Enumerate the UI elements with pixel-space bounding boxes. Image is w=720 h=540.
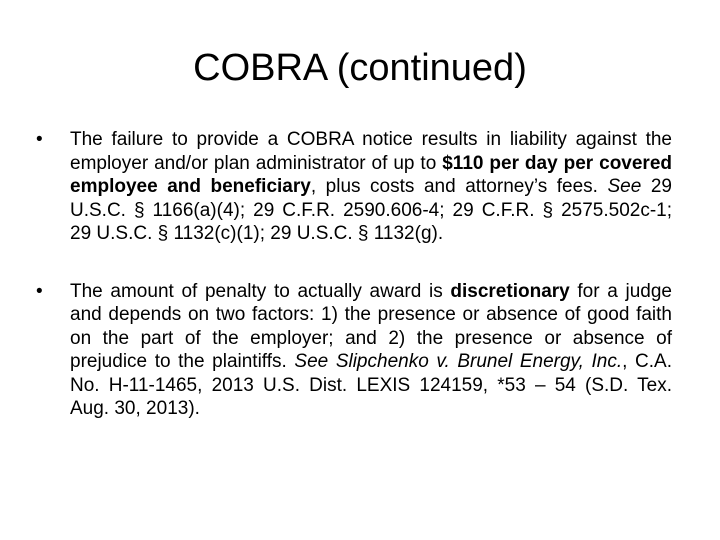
bullet-text-segment: The amount of penalty to actually award is <box>70 280 451 302</box>
bullet-text <box>70 128 672 246</box>
bullet-item-cobra-notice-liability <box>36 128 672 246</box>
bullet-marker: • <box>36 129 43 150</box>
bullet-text-segment: , plus costs and attorney’s fees. <box>310 176 608 197</box>
bullet-item-penalty-discretionary <box>36 280 672 421</box>
bullet-text-bold: discretionary <box>450 280 570 302</box>
bullet-text-bold: $110 per day per covered employee and beneficiary <box>70 152 672 197</box>
bullet-text <box>70 280 672 421</box>
slide-title: COBRA (continued) <box>193 47 527 89</box>
bullet-list <box>36 128 672 421</box>
bullet-marker: • <box>36 280 43 302</box>
bullet-text-segment: for a judge and depends on two factors: 1) the presence or absence of good faith on the part of the employer; and 2) the presence or absence of prejudice to the plaintiffs. <box>70 280 672 372</box>
bullet-text-segment: The failure to provide a COBRA notice results in liability against the employer and/or plan administrator of up to <box>70 129 672 174</box>
bullet-text-italic: See Slipchenko v. Brunel Energy, Inc. <box>294 351 623 372</box>
bullet-text-segment: 29 U.S.C. § 1166(a)(4); 29 C.F.R. 2590.606-4; 29 C.F.R. § 2575.502c-1; 29 U.S.C. § 1132(c)(1); 29 U.S.C. § 1132(g). <box>70 176 672 244</box>
bullet-text-segment: , C.A. No. H-11-1465, 2013 U.S. Dist. LEXIS 124159, *53 – 54 (S.D. Tex. Aug. 30, 2013). <box>70 351 672 419</box>
bullet-text-italic: See <box>607 176 642 197</box>
